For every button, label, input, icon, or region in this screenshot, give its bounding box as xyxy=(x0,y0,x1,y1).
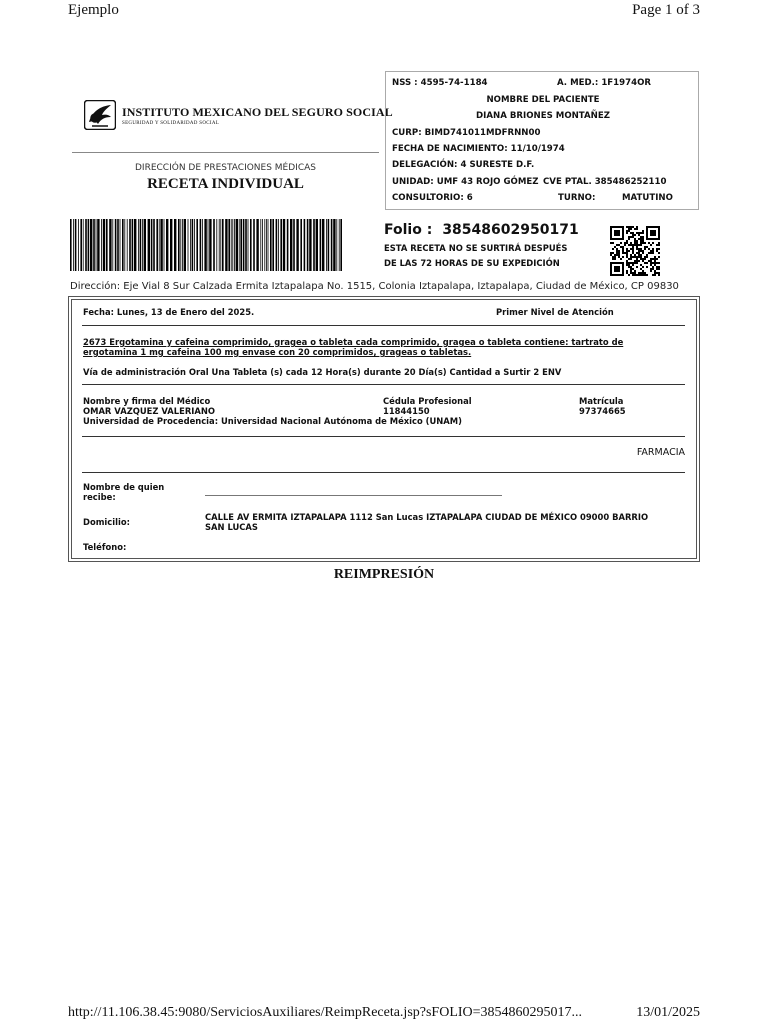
doctor-name: OMAR VAZQUEZ VALERIANO xyxy=(83,406,216,416)
consultorio: CONSULTORIO: 6 xyxy=(392,193,473,203)
pharmacy-label: FARMACIA xyxy=(636,447,685,458)
patient-name-label: NOMBRE DEL PACIENTE xyxy=(486,95,600,105)
clinic-address: Dirección: Eje Vial 8 Sur Calzada Ermita Iztapalapa No. 1515, Colonia Iztapalapa, Iztapalapa, Ciudad de México, CP 09830 xyxy=(70,281,679,292)
header-title: Ejemplo xyxy=(68,2,119,18)
delegacion: DELEGACIÓN: 4 SURESTE D.F. xyxy=(392,160,535,170)
imss-eagle-icon xyxy=(84,100,116,130)
turno-label: TURNO: xyxy=(558,193,596,203)
divider xyxy=(82,325,685,326)
department-name: DIRECCIÓN DE PRESTACIONES MÉDICAS xyxy=(135,163,316,173)
turno: MATUTINO xyxy=(622,193,673,203)
folio-number: 38548602950171 xyxy=(442,222,579,238)
divider xyxy=(82,436,685,437)
phone-label: Teléfono: xyxy=(83,542,127,552)
medication-line-2: ergotamina 1 mg cafeina 100 mg envase con 20 comprimidos, grageas o tabletas. xyxy=(83,347,472,357)
document-title: RECETA INDIVIDUAL xyxy=(147,176,304,192)
prescription-date: Fecha: Lunes, 13 de Enero del 2025. xyxy=(83,307,255,317)
recipient-label-2: recibe: xyxy=(83,492,116,502)
barcode-icon xyxy=(70,219,342,271)
birth-date: FECHA DE NACIMIENTO: 11/10/1974 xyxy=(392,144,565,154)
patient-address-2: SAN LUCAS xyxy=(205,522,258,532)
cve-ptal: CVE PTAL. 385486252110 xyxy=(543,177,667,187)
folio-label: Folio : xyxy=(384,222,433,238)
qr-code-icon xyxy=(610,226,660,276)
divider xyxy=(82,384,685,385)
page-number: Page 1 of 3 xyxy=(632,2,700,18)
folio xyxy=(384,222,579,238)
a-med: A. MED.: 1F1974OR xyxy=(557,78,652,88)
nss: NSS : 4595-74-1184 xyxy=(392,78,488,88)
unidad: UNIDAD: UMF 43 ROJO GÓMEZ xyxy=(392,177,539,187)
medication-line-1: 2673 Ergotamina y cafeina comprimido, gragea o tableta cada comprimido, gragea o tableta contiene: tartrato de xyxy=(83,337,624,347)
header-divider xyxy=(72,152,379,153)
patient-name: DIANA BRIONES MONTAÑEZ xyxy=(476,111,610,121)
recipient-label-1: Nombre de quien xyxy=(83,482,165,492)
curp: CURP: BIMD741011MDFRNN00 xyxy=(392,128,541,138)
recipient-signature-line xyxy=(205,495,502,496)
folio-note-1: ESTA RECETA NO SE SURTIRÁ DESPUÉS xyxy=(384,243,568,253)
administration-route: Vía de administración Oral Una Tableta (s) cada 12 Hora(s) durante 20 Día(s) Cantidad a Surtir 2 ENV xyxy=(83,367,562,377)
attention-level: Primer Nivel de Atención xyxy=(496,307,614,317)
patient-address-1: CALLE AV ERMITA IZTAPALAPA 1112 San Lucas IZTAPALAPA CIUDAD DE MÉXICO 09000 BARRIO xyxy=(205,512,649,522)
footer-url: http://11.106.38.45:9080/ServiciosAuxiliares/ReimpReceta.jsp?sFOLIO=3854860295017... xyxy=(68,1005,583,1020)
folio-note-2: DE LAS 72 HORAS DE SU EXPEDICIÓN xyxy=(384,258,560,268)
institution-tagline: SEGURIDAD Y SOLIDARIDAD SOCIAL xyxy=(122,120,220,126)
address-label: Domicilio: xyxy=(83,517,130,527)
doctor-label: Nombre y firma del Médico xyxy=(83,396,211,406)
reprint-label: REIMPRESIÓN xyxy=(333,567,435,582)
institution-name: INSTITUTO MEXICANO DEL SEGURO SOCIAL xyxy=(122,104,393,119)
imss-logo xyxy=(84,100,393,130)
doctor-university: Universidad de Procedencia: Universidad Nacional Autónoma de México (UNAM) xyxy=(83,416,462,426)
footer-date: 13/01/2025 xyxy=(636,1005,700,1020)
cedula-number: 11844150 xyxy=(383,406,430,416)
matricula-label: Matrícula xyxy=(579,396,624,406)
divider xyxy=(82,472,685,473)
patient-info-box xyxy=(385,71,699,210)
cedula-label: Cédula Profesional xyxy=(383,396,472,406)
matricula-number: 97374665 xyxy=(579,406,626,416)
